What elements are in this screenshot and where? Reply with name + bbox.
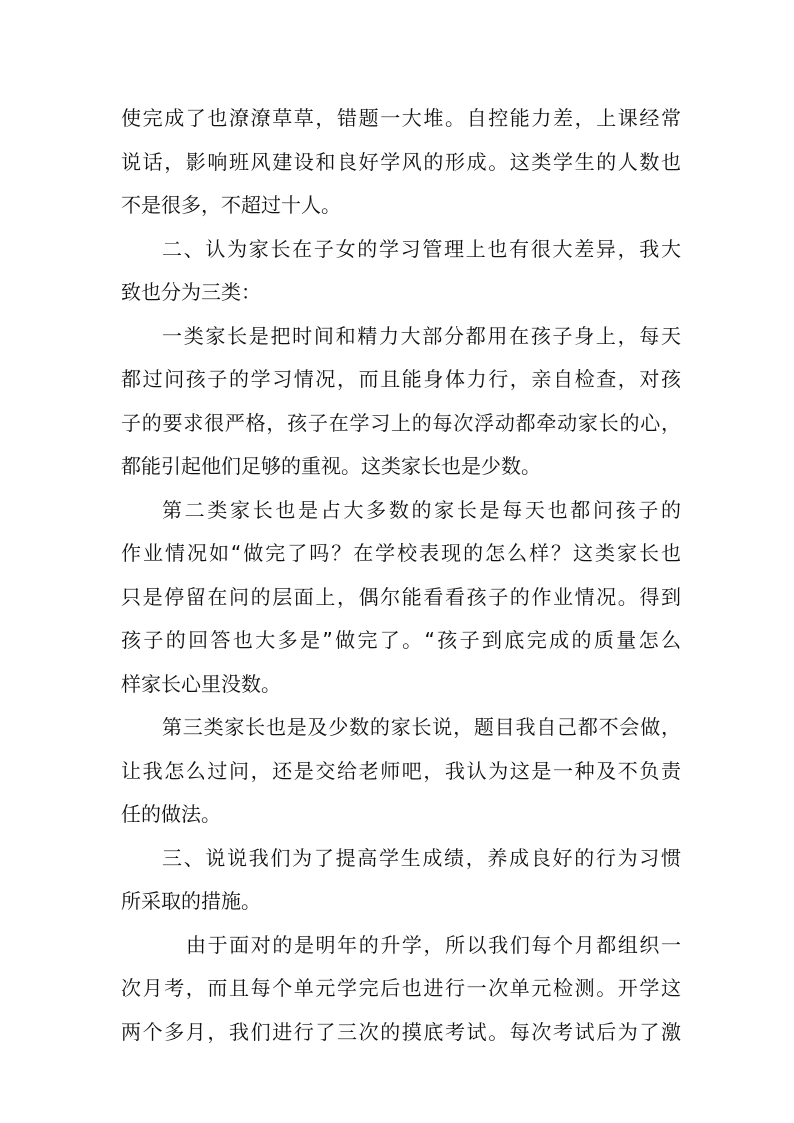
text-line: 作业情况如“做完了吗？在学校表现的怎么样？这类家长也 <box>121 541 681 565</box>
text-line: 第三类家长也是及少数的家长说，题目我自己都不会做， <box>162 715 681 739</box>
text-line: 任的做法。 <box>121 802 221 826</box>
text-line: 使完成了也潦潦草草，错题一大堆。自控能力差，上课经常 <box>121 106 681 130</box>
text-line: 都能引起他们足够的重视。这类家长也是少数。 <box>121 454 541 478</box>
text-line: 不是很多，不超过十人。 <box>121 193 341 217</box>
text-line: 让我怎么过问，还是交给老师吧，我认为这是一种及不负责 <box>121 759 681 783</box>
text-line: 所采取的措施。 <box>121 889 261 913</box>
text-line: 说话，影响班风建设和良好学风的形成。这类学生的人数也 <box>121 150 681 174</box>
text-line: 三、说说我们为了提高学生成绩，养成良好的行为习惯 <box>162 846 681 870</box>
text-line: 孩子的回答也大多是”做完了。“孩子到底完成的质量怎么 <box>121 628 681 652</box>
text-line: 次月考，而且每个单元学完后也进行一次单元检测。开学这 <box>121 976 681 1000</box>
text-line: 由于面对的是明年的升学，所以我们每个月都组织一 <box>186 933 681 957</box>
text-line: 样家长心里没数。 <box>121 672 281 696</box>
text-line: 二、认为家长在子女的学习管理上也有很大差异，我大 <box>162 237 681 261</box>
text-line: 只是停留在问的层面上，偶尔能看看孩子的作业情况。得到 <box>121 585 681 609</box>
text-line: 都过问孩子的学习情况，而且能身体力行，亲自检查，对孩 <box>121 367 681 391</box>
text-line: 第二类家长也是占大多数的家长是每天也都问孩子的 <box>162 498 681 522</box>
text-line: 致也分为三类： <box>121 280 261 304</box>
text-line: 两个多月，我们进行了三次的摸底考试。每次考试后为了激 <box>121 1020 681 1044</box>
text-line: 子的要求很严格，孩子在学习上的每次浮动都牵动家长的心， <box>121 411 681 435</box>
text-line: 一类家长是把时间和精力大部分都用在孩子身上，每天 <box>162 324 681 348</box>
